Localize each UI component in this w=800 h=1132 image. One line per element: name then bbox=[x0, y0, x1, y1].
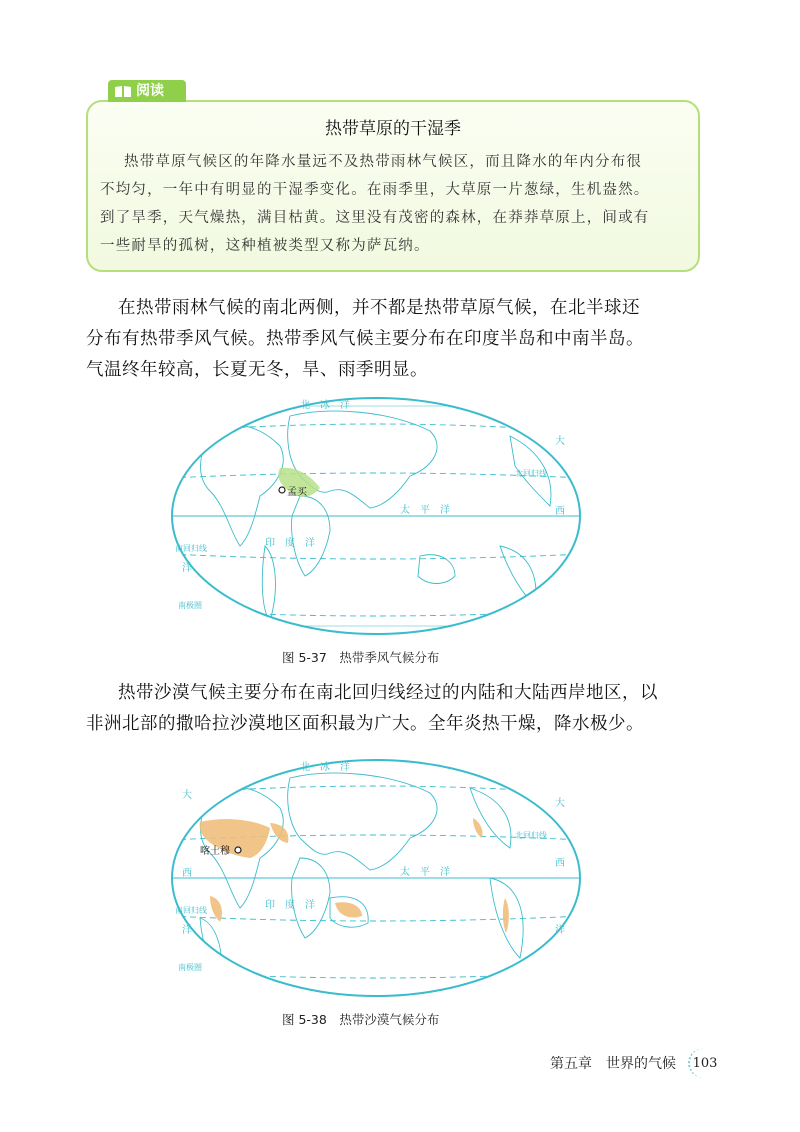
figure-caption: 图 5-38 热带沙漠气候分布 bbox=[282, 1012, 440, 1027]
ocean-label: 北 冰 洋 bbox=[300, 400, 350, 411]
page-footer bbox=[550, 1048, 720, 1078]
tropic-label: 北回归线 bbox=[515, 831, 547, 840]
monsoon-climate-map bbox=[170, 396, 582, 636]
reading-line: 一些耐旱的孤树，这种植被类型又称为萨瓦纳。 bbox=[100, 238, 430, 254]
reading-line: 不均匀，一年中有明显的干湿季变化。在雨季里，大草原一片葱绿，生机盎然。 bbox=[100, 182, 650, 198]
page-number: 103 bbox=[688, 1048, 720, 1078]
ocean-label: 洋 bbox=[182, 925, 192, 936]
ocean-label: 洋 bbox=[182, 563, 192, 574]
body-text-line: 气温终年较高，长夏无冬，旱、雨季明显。 bbox=[86, 360, 428, 380]
city-label: 孟买 bbox=[287, 487, 307, 498]
reading-title: 热带草原的干湿季 bbox=[325, 119, 461, 139]
body-text-line: 非洲北部的撒哈拉沙漠地区面积最为广大。全年炎热干燥，降水极少。 bbox=[86, 714, 644, 734]
reading-tab bbox=[108, 80, 186, 102]
ocean-label: 大 bbox=[555, 436, 565, 447]
city-marker bbox=[279, 487, 285, 493]
circle-label: 南极圈 bbox=[178, 601, 202, 610]
tropic-label: 南回归线 bbox=[175, 544, 207, 553]
desert-climate-map bbox=[170, 758, 582, 998]
ocean-label: 太 平 洋 bbox=[400, 867, 450, 878]
ocean-label: 西 bbox=[182, 868, 192, 879]
reading-tab-label: 阅读 bbox=[136, 83, 164, 99]
ocean-label: 洋 bbox=[555, 925, 565, 936]
city-label: 喀土穆 bbox=[200, 846, 230, 857]
ocean-label: 印 度 洋 bbox=[265, 538, 315, 549]
chapter-title: 第五章 世界的气候 bbox=[550, 1056, 676, 1072]
tropic-label: 南回归线 bbox=[175, 906, 207, 915]
reading-line: 到了旱季，天气燥热，满目枯黄。这里没有茂密的森林，在莽莽草原上，间或有 bbox=[100, 210, 650, 226]
ocean-label: 太 平 洋 bbox=[400, 505, 450, 516]
figure-caption: 图 5-37 热带季风气候分布 bbox=[282, 650, 440, 665]
ocean-label: 北 冰 洋 bbox=[300, 762, 350, 773]
circle-label: 南极圈 bbox=[178, 963, 202, 972]
ocean-label: 西 bbox=[555, 506, 565, 517]
body-text-line: 在热带雨林气候的南北两侧，并不都是热带草原气候，在北半球还 bbox=[118, 298, 640, 318]
body-text-line: 热带沙漠气候主要分布在南北回归线经过的内陆和大陆西岸地区，以 bbox=[118, 683, 658, 703]
book-icon bbox=[114, 85, 132, 98]
ocean-label: 大 bbox=[182, 790, 192, 801]
ocean-label: 印 度 洋 bbox=[265, 900, 315, 911]
reading-line: 热带草原气候区的年降水量远不及热带雨林气候区，而且降水的年内分布很 bbox=[124, 154, 643, 170]
ocean-label: 大 bbox=[555, 798, 565, 809]
city-marker bbox=[235, 847, 241, 853]
tropic-label: 北回归线 bbox=[515, 469, 547, 478]
ocean-label: 西 bbox=[555, 858, 565, 869]
body-text-line: 分布有热带季风气候。热带季风气候主要分布在印度半岛和中南半岛。 bbox=[86, 329, 644, 349]
